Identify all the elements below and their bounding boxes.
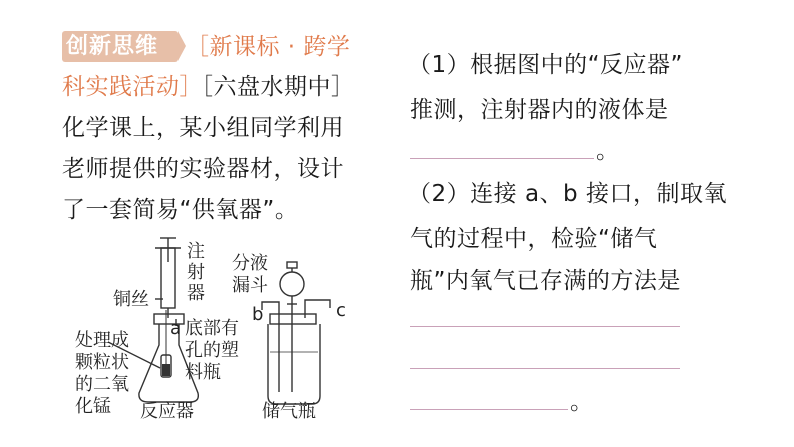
q1-period: 。 <box>596 138 620 164</box>
mno2-granules <box>162 364 170 376</box>
answer-blank-1[interactable] <box>410 158 594 159</box>
injector-label: 注 射 器 <box>187 241 205 304</box>
q2-line-2: 气的过程中，检验“储气 <box>410 226 658 252</box>
intro-line-2: 老师提供的实验器材，设计 <box>62 156 344 182</box>
mno2-label: 处理成 颗粒状 的二氧 化锰 <box>75 330 129 417</box>
intro-line-3: 了一套简易“供氧器”。 <box>62 197 299 223</box>
port-b-label: b <box>252 304 264 325</box>
q2-line-1: （2）连接 a、b 接口，制取氧 <box>408 181 727 207</box>
answer-blank-2[interactable] <box>410 326 680 327</box>
tube-c <box>305 300 330 318</box>
intro-line-1: 化学课上，某小组同学利用 <box>62 115 344 141</box>
q1-line-2: 推测，注射器内的液体是 <box>410 97 669 123</box>
answer-blank-4[interactable] <box>410 409 568 410</box>
storage-caption: 储气瓶 <box>262 401 316 422</box>
bottle-bottom-label: 底部有 孔的塑 料瓶 <box>185 318 239 383</box>
q2-line-3: 瓶”内氧气已存满的方法是 <box>410 268 681 294</box>
funnel-label: 分液 漏斗 <box>232 253 268 296</box>
funnel-cap <box>287 262 297 268</box>
storage-stopper <box>270 314 316 324</box>
tag-line-1: ［新课标 · 跨学 <box>186 34 351 60</box>
q1-line-1: （1）根据图中的“反应器” <box>408 52 683 78</box>
copper-wire-label: 铜丝 <box>113 289 149 310</box>
port-a-label: a <box>170 318 182 339</box>
reactor-caption: 反应器 <box>140 401 194 422</box>
tag-line-2: 科实践活动］ <box>62 74 203 100</box>
badge-label: 创新思维 <box>66 34 159 59</box>
storage-bottle <box>268 324 320 404</box>
funnel-bulb <box>280 272 304 296</box>
q2-period: 。 <box>570 389 594 415</box>
source-tag: ［六盘水期中］ <box>190 74 355 100</box>
answer-blank-3[interactable] <box>410 368 680 369</box>
port-c-label: c <box>336 300 346 321</box>
